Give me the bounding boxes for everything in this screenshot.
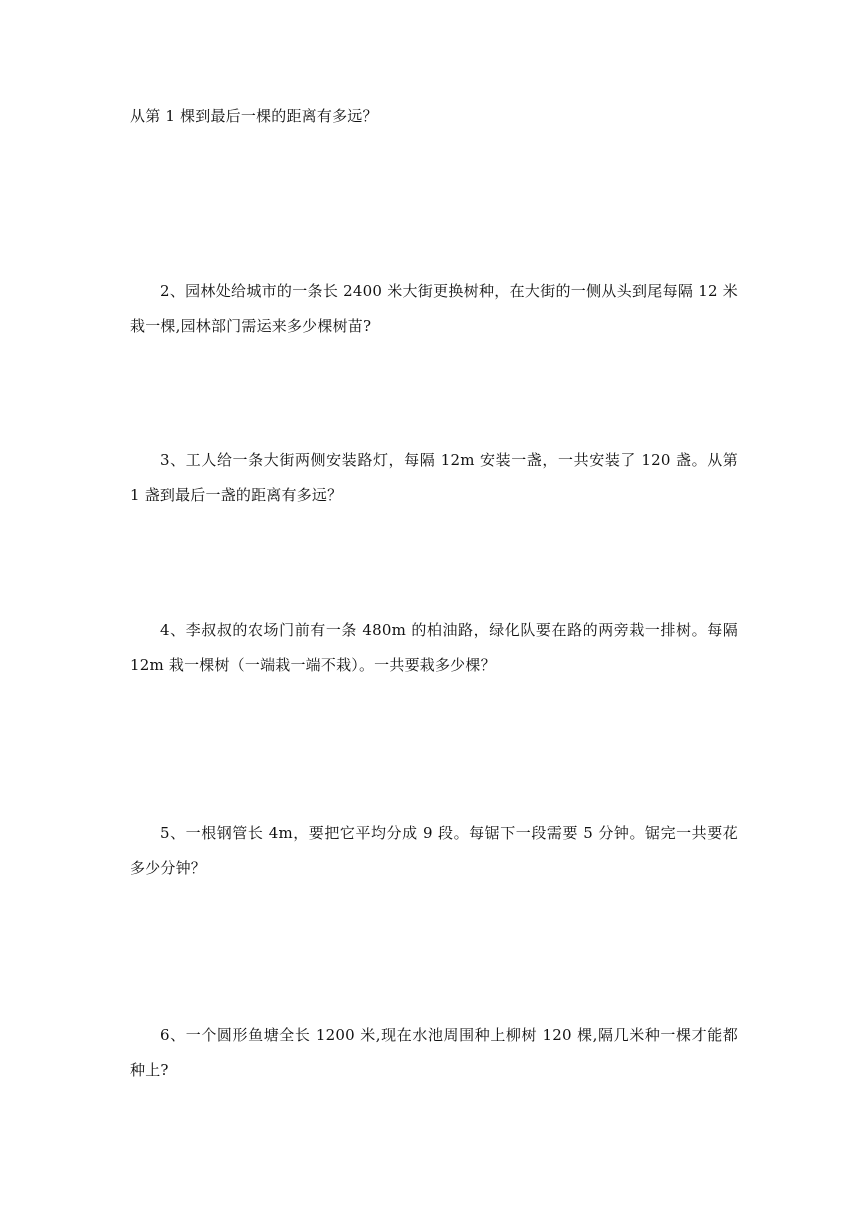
question-6: 6、一个圆形鱼塘全长 1200 米,现在水池周围种上柳树 120 棵,隔几米种一棵才能都种上?: [130, 1026, 738, 1079]
question-3: 3、工人给一条大街两侧安装路灯，每隔 12m 安装一盏，一共安装了 120 盏。从第 1 盏到最后一盏的距离有多远？: [130, 451, 738, 504]
question-1-continuation: 从第 1 棵到最后一棵的距离有多远？: [130, 107, 378, 125]
question-2: 2、园林处给城市的一条长 2400 米大街更换树种，在大街的一侧从头到尾每隔 12 米栽一棵,园林部门需运来多少棵树苗?: [130, 282, 738, 335]
question-4: 4、李叔叔的农场门前有一条 480m 的柏油路，绿化队要在路的两旁栽一排树。每隔 12m 栽一棵树（一端栽一端不栽）。一共要栽多少棵？: [130, 621, 738, 674]
question-5: 5、一根钢管长 4m，要把它平均分成 9 段。每锯下一段需要 5 分钟。锯完一共要花多少分钟？: [130, 824, 738, 877]
